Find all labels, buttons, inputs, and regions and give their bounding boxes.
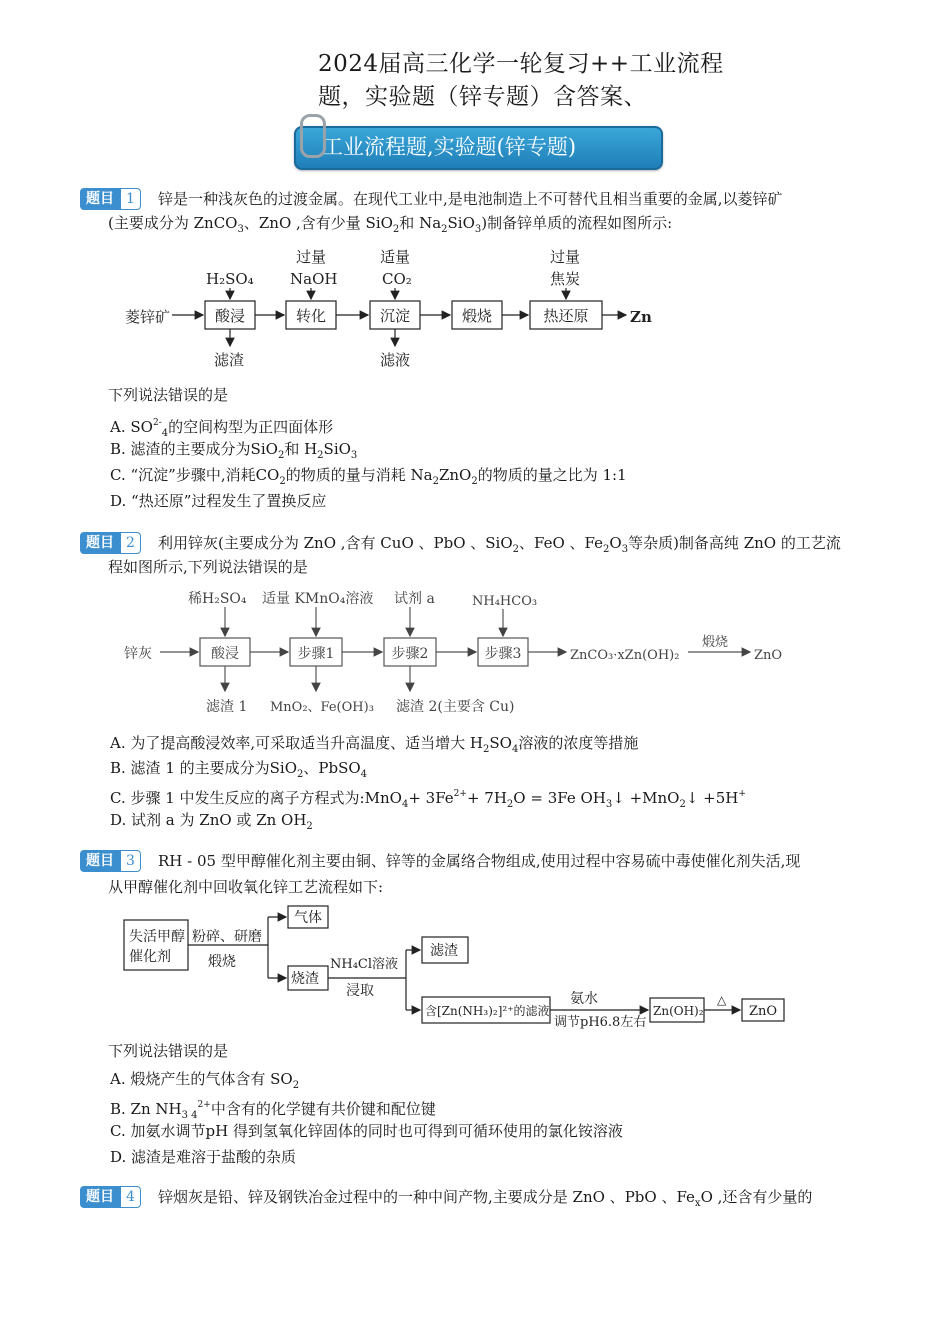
q1-flow-diagram: [110, 240, 670, 375]
q2-flow-bottom-2: MnO₂、Fe(OH)₃: [270, 700, 374, 715]
q2-box-4-label: 步骤3: [484, 646, 522, 662]
q1-flow-top-3a: 适量: [380, 248, 411, 266]
q1-flow-top-5a: 过量: [550, 248, 581, 266]
q3-end: ZnO: [749, 1004, 778, 1019]
q3-question: 下列说法错误的是: [108, 1042, 229, 1060]
q1-box-5-label: 热还原: [543, 307, 589, 325]
q3-filtrate: 含[Zn(NH₃)₂]²⁺的滤液: [425, 1004, 550, 1018]
q2-flow-bottom-1: 滤渣 1: [206, 699, 248, 715]
q1-flow-start: 菱锌矿: [125, 308, 171, 326]
question-tag-2: 题目 2: [80, 532, 141, 554]
question-tag-4: 题目 4: [80, 1186, 141, 1208]
question-tag-1: 题目 1: [80, 188, 141, 210]
q1-flow-end: Zn: [630, 308, 652, 326]
q2-stem-line-1: 利用锌灰(主要成分为 ZnO ,含有 CuO 、PbO 、SiO$_2$、FeO 、$Fe_2O_3$等杂质)制备高纯 ZnO 的工艺流: [158, 534, 841, 555]
q1-flow-bottom-3: 滤液: [380, 351, 411, 369]
q3-residue: 烧渣: [291, 971, 319, 987]
banner-text: 工业流程题,实验题(锌专题): [322, 135, 577, 159]
q2-flow-bottom-3: 滤渣 2(主要含 Cu): [396, 699, 515, 715]
q4-stem-line-1: 锌烟灰是铅、锌及钢铁冶金过程中的一种中间产物,主要成分是 ZnO 、PbO 、$Fe_xO$ ,还含有少量的: [158, 1188, 813, 1209]
q1-option-b: B. 滤渣的主要成分为SiO$_2$和 $H_2SiO_3$: [110, 440, 358, 461]
q2-flow-product: ZnCO₃·xZn(OH)₂: [570, 648, 680, 663]
q3-option-b: B. Zn $NH_{3 4}^{2+}$中含有的化学键有共价键和配位键: [110, 1100, 436, 1121]
q2-box-1-label: 酸浸: [211, 646, 239, 662]
q2-option-b: B. 滤渣 1 的主要成分为SiO$_2$、PbSO$_4$: [110, 759, 368, 780]
q3-mid: Zn(OH)₂: [653, 1004, 704, 1018]
q3-start-b: 催化剂: [129, 949, 171, 965]
q3-stem-line-1: RH - 05 型甲醇催化剂主要由铜、锌等的金属络合物组成,使用过程中容易硫中毒使催化剂失活,现: [158, 852, 801, 870]
q3-flow-diagram: [120, 900, 800, 1030]
q1-box-1-label: 酸浸: [214, 307, 246, 325]
q2-box-2-label: 步骤1: [297, 646, 335, 662]
q1-flow-top-2b: NaOH: [290, 270, 338, 288]
q2-option-d: D. 试剂 a 为 ZnO 或 Zn $OH_2$: [110, 811, 313, 832]
q1-box-4-label: 煅烧: [461, 307, 493, 325]
q3-step1a: 粉碎、研磨: [192, 929, 262, 945]
q3-step2b: 浸取: [346, 983, 374, 999]
q2-box-3-label: 步骤2: [391, 646, 429, 662]
q1-stem-line-1: 锌是一种浅灰色的过渡金属。在现代工业中,是电池制造上不可替代且相当重要的金属,以菱锌矿: [158, 190, 783, 208]
q1-option-d: D. “热还原”过程发生了置换反应: [110, 492, 327, 510]
q2-stem-line-2: 程如图所示,下列说法错误的是: [108, 558, 308, 576]
q2-flow-top-4: NH₄HCO₃: [472, 594, 538, 609]
q1-flow-bottom-1: 滤渣: [214, 351, 245, 369]
question-tag-3: 题目 3: [80, 850, 141, 872]
q1-box-3-label: 沉淀: [379, 307, 411, 325]
q1-option-a: A. $SO^{2-}_4$的空间构型为正四面体形: [110, 418, 334, 439]
q1-flow-top-5b: 焦炭: [550, 270, 581, 288]
q3-stem-line-2: 从甲醇催化剂中回收氧化锌工艺流程如下:: [108, 878, 384, 896]
q1-question: 下列说法错误的是: [108, 386, 229, 404]
q1-stem-line-2: (主要成分为 ZnCO$_3$、ZnO ,含有少量 SiO$_2$和 $Na_2SiO_3$)制备锌单质的流程如图所示:: [108, 214, 673, 235]
q3-step3b: 调节pH6.8左右: [554, 1015, 647, 1030]
q2-flow-end: ZnO: [754, 648, 783, 663]
q1-flow-top-3b: CO₂: [382, 270, 412, 288]
section-banner: [294, 126, 663, 170]
q2-flow-top-2: 适量 KMnO₄溶液: [262, 591, 374, 607]
q3-option-a: A. 煅烧产生的气体含有 $SO_2$: [110, 1070, 300, 1091]
title-line-2: 题，实验题（锌专题）含答案、: [318, 84, 647, 110]
q3-heat: △: [717, 993, 727, 1007]
title-line-1: 2024届高三化学一轮复习++工业流程: [318, 51, 724, 77]
document-title: [318, 48, 724, 114]
q3-option-d: D. 滤渣是难溶于盐酸的杂质: [110, 1148, 297, 1166]
q1-option-c: C. “沉淀”步骤中,消耗$CO_2$的物质的量与消耗 $Na_2ZnO_2$的物质的量之比为 1:1: [110, 466, 627, 487]
q3-option-c: C. 加氨水调节pH 得到氢氧化锌固体的同时也可得到可循环使用的氯化铵溶液: [110, 1122, 623, 1140]
q1-flow-top-1: H₂SO₄: [206, 270, 254, 288]
q2-flow-top-1: 稀H₂SO₄: [188, 591, 247, 607]
q2-flow-arrow-label: 煅烧: [702, 635, 729, 650]
q3-step1b: 煅烧: [208, 954, 236, 970]
q2-flow-start: 锌灰: [124, 646, 152, 662]
q3-step2a: NH₄Cl溶液: [330, 957, 399, 972]
q1-flow-top-2a: 过量: [296, 248, 327, 266]
q1-box-2-label: 转化: [295, 307, 327, 325]
q2-option-a: A. 为了提高酸浸效率,可采取适当升高温度、适当增大 $H_2SO_4$溶液的浓度等措施: [110, 734, 639, 755]
q2-flow-top-3: 试剂 a: [394, 591, 435, 607]
q3-start-a: 失活甲醇: [129, 929, 185, 945]
q3-gas: 气体: [294, 910, 322, 926]
q3-filter-residue: 滤渣: [430, 943, 458, 959]
q3-step3a: 氨水: [570, 991, 598, 1007]
paperclip-icon: [300, 114, 326, 158]
q2-flow-diagram: [120, 585, 800, 720]
q2-option-c: C. 步骤 1 中发生反应的离子方程式为:MnO$_4$+ $3Fe^{2+}+ 7H_2O = 3Fe$ $OH_3↓$ +MnO$_2$↓ +5H+: [110, 789, 746, 810]
